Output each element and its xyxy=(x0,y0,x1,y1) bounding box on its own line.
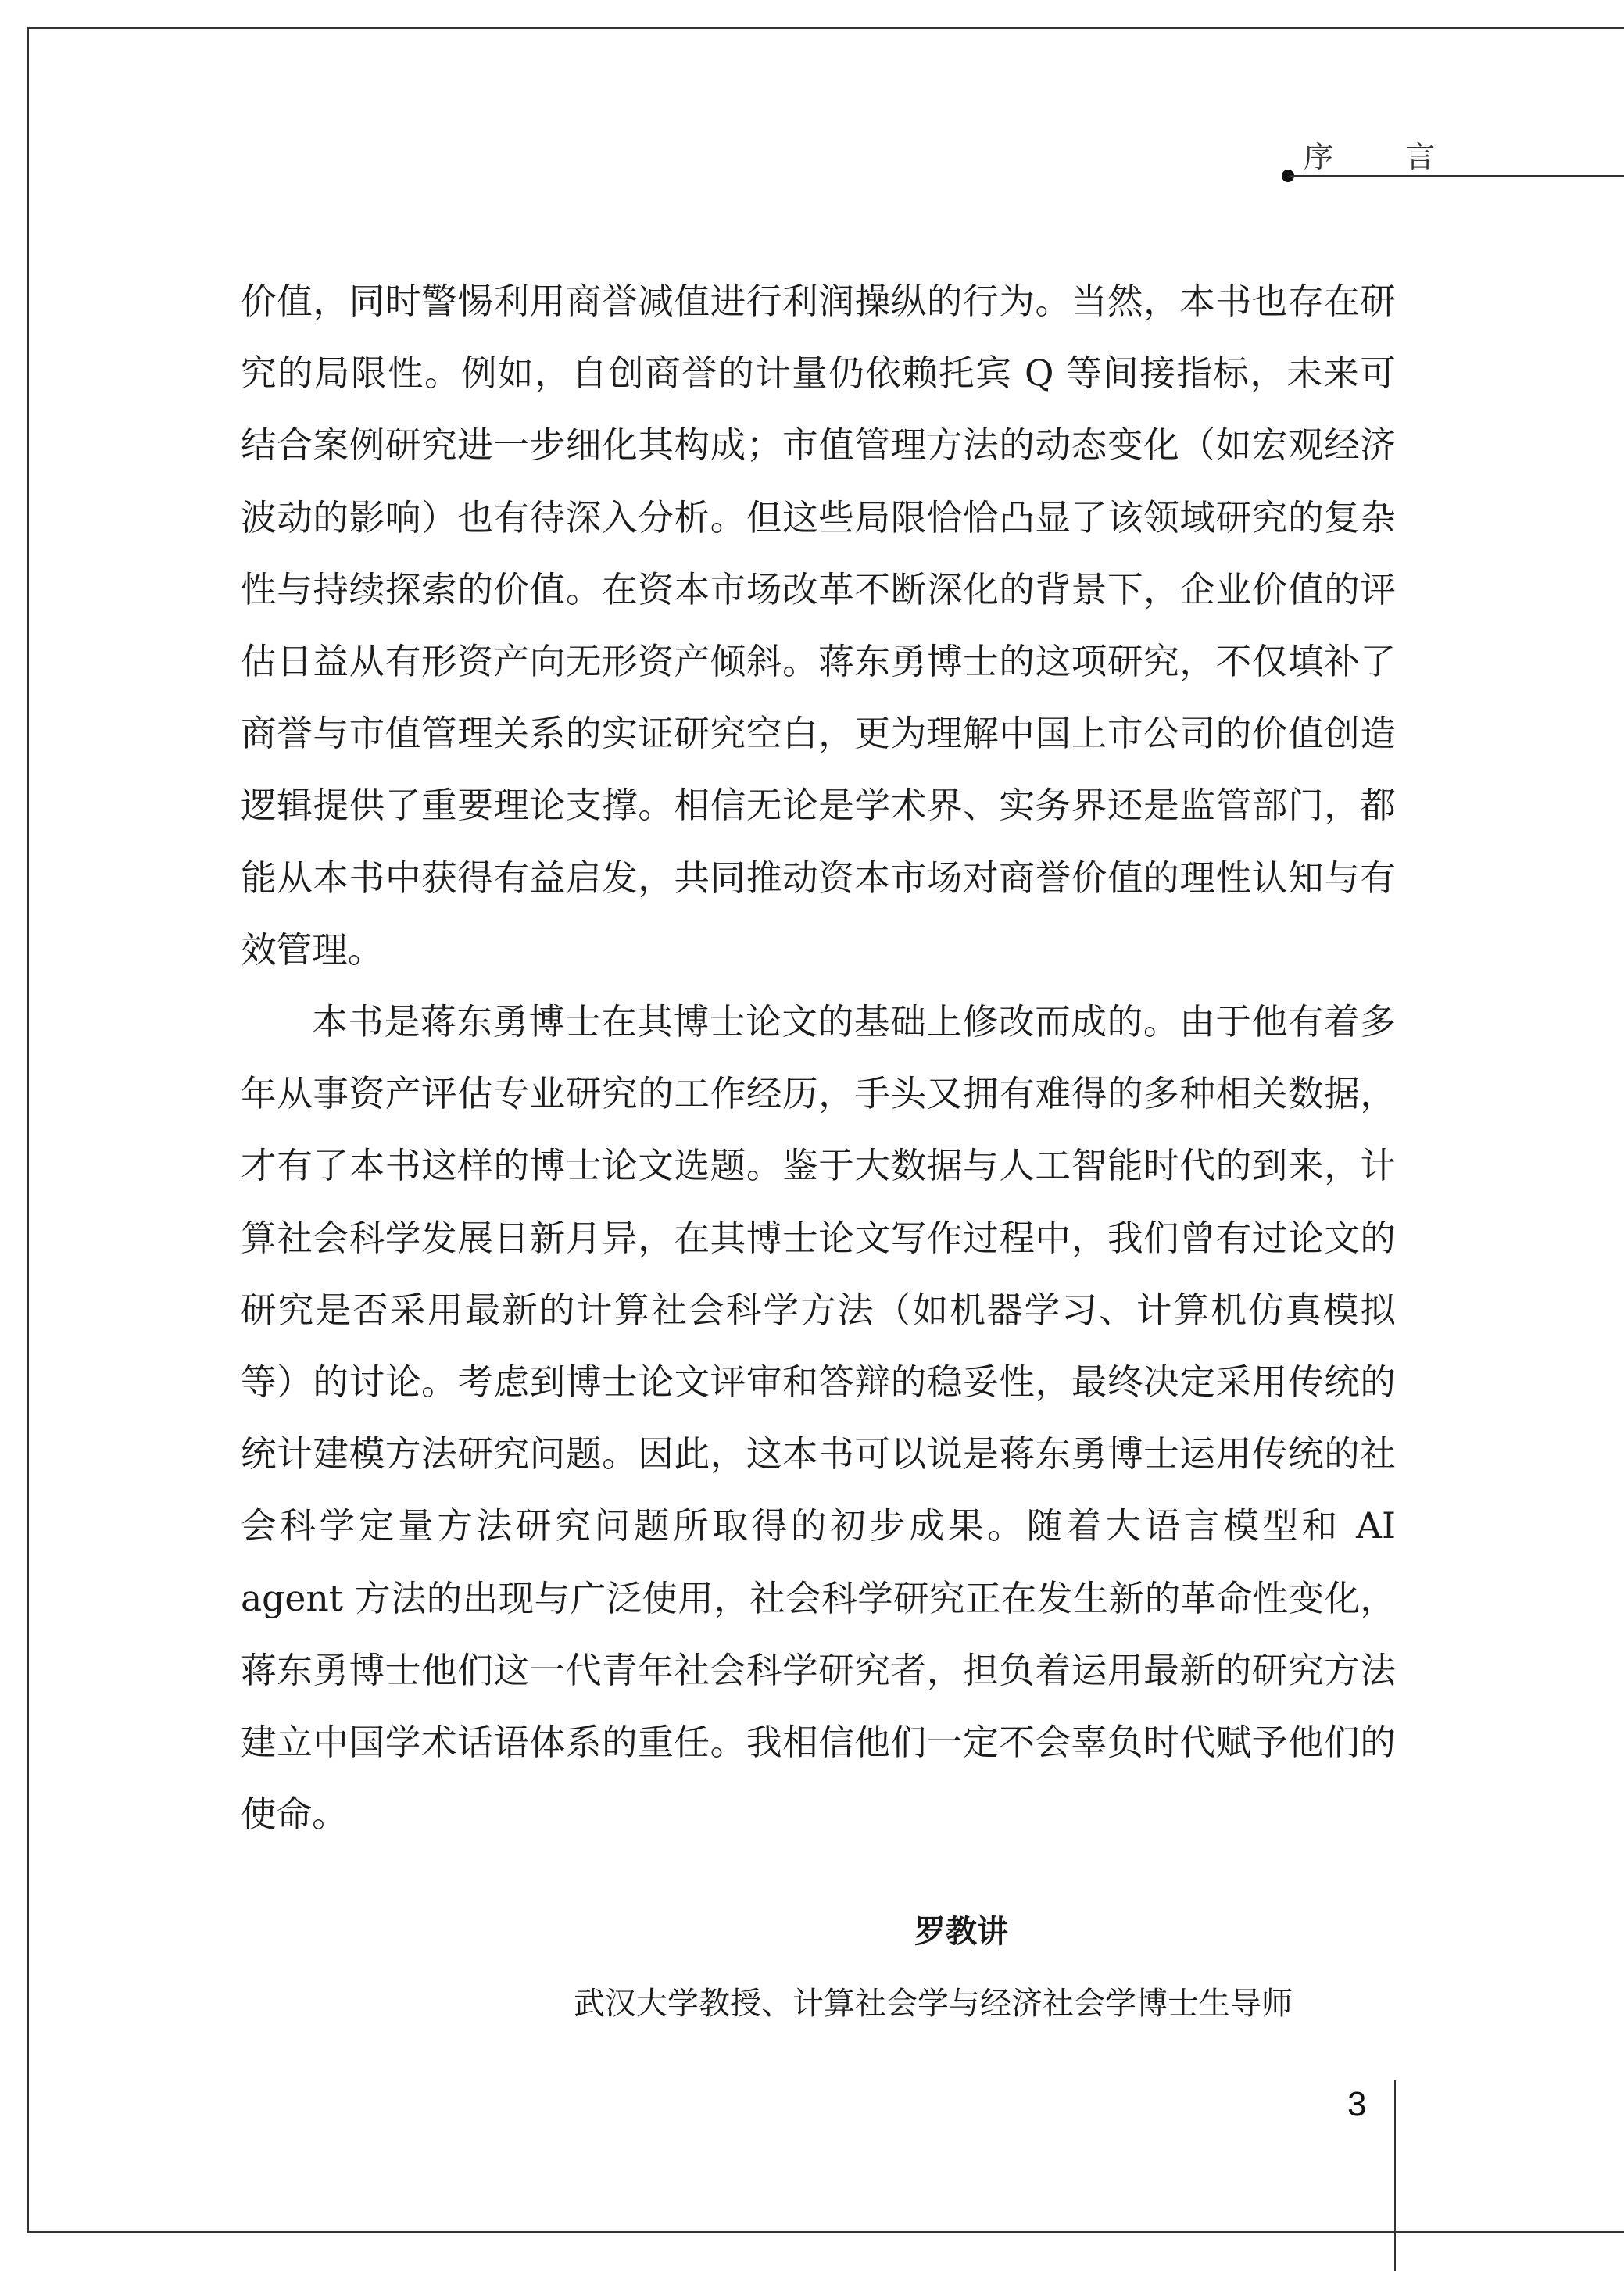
body-text xyxy=(241,266,1396,1851)
page-number-rule xyxy=(1394,2080,1396,2271)
author-affiliation: 武汉大学教授、计算社会学与经济社会学博士生导师 xyxy=(574,1986,1293,2022)
author-name: 罗教讲 xyxy=(914,1914,1008,1950)
section-header: 序 言 xyxy=(1304,140,1467,174)
page-number: 3 xyxy=(1347,2085,1367,2123)
header-rule xyxy=(1290,175,1624,177)
paragraph: 价值，同时警惕利用商誉减值进行利润操纵的行为。当然，本书也存在研究的局限性。例如，自创商誉的计量仍依赖托宾 Q 等间接指标，未来可结合案例研究进一步细化其构成；市值管理方法的动态变化（如宏观经济波动的影响）也有待深入分析。但这些局限恰恰凸显了该领域研究的复杂性与持续探索的价值。在资本市场改革不断深化的背景下，企业价值的评估日益从有形资产向无形资产倾斜。蒋东勇博士的这项研究，不仅填补了商誉与市值管理关系的实证研究空白，更为理解中国上市公司的价值创造逻辑提供了重要理论支撑。相信无论是学术界、实务界还是监管部门，都能从本书中获得有益启发，共同推动资本市场对商誉价值的理性认知与有效管理。 xyxy=(241,281,1396,971)
paragraph: 本书是蒋东勇博士在其博士论文的基础上修改而成的。由于他有着多年从事资产评估专业研究的工作经历，手头又拥有难得的多种相关数据，才有了本书这样的博士论文选题。鉴于大数据与人工智能时代的到来，计算社会科学发展日新月异，在其博士论文写作过程中，我们曾有过论文的研究是否采用最新的计算社会科学方法（如机器学习、计算机仿真模拟等）的讨论。考虑到博士论文评审和答辩的稳妥性，最终决定采用传统的统计建模方法研究问题。因此，这本书可以说是蒋东勇博士运用传统的社会科学定量方法研究问题所取得的初步成果。随着大语言模型和 AI agent 方法的出现与广泛使用，社会科学研究正在发生新的革命性变化，蒋东勇博士他们这一代青年社会科学研究者，担负着运用最新的研究方法建立中国学术话语体系的重任。我相信他们一定不会辜负时代赋予他们的使命。 xyxy=(241,1001,1396,1836)
